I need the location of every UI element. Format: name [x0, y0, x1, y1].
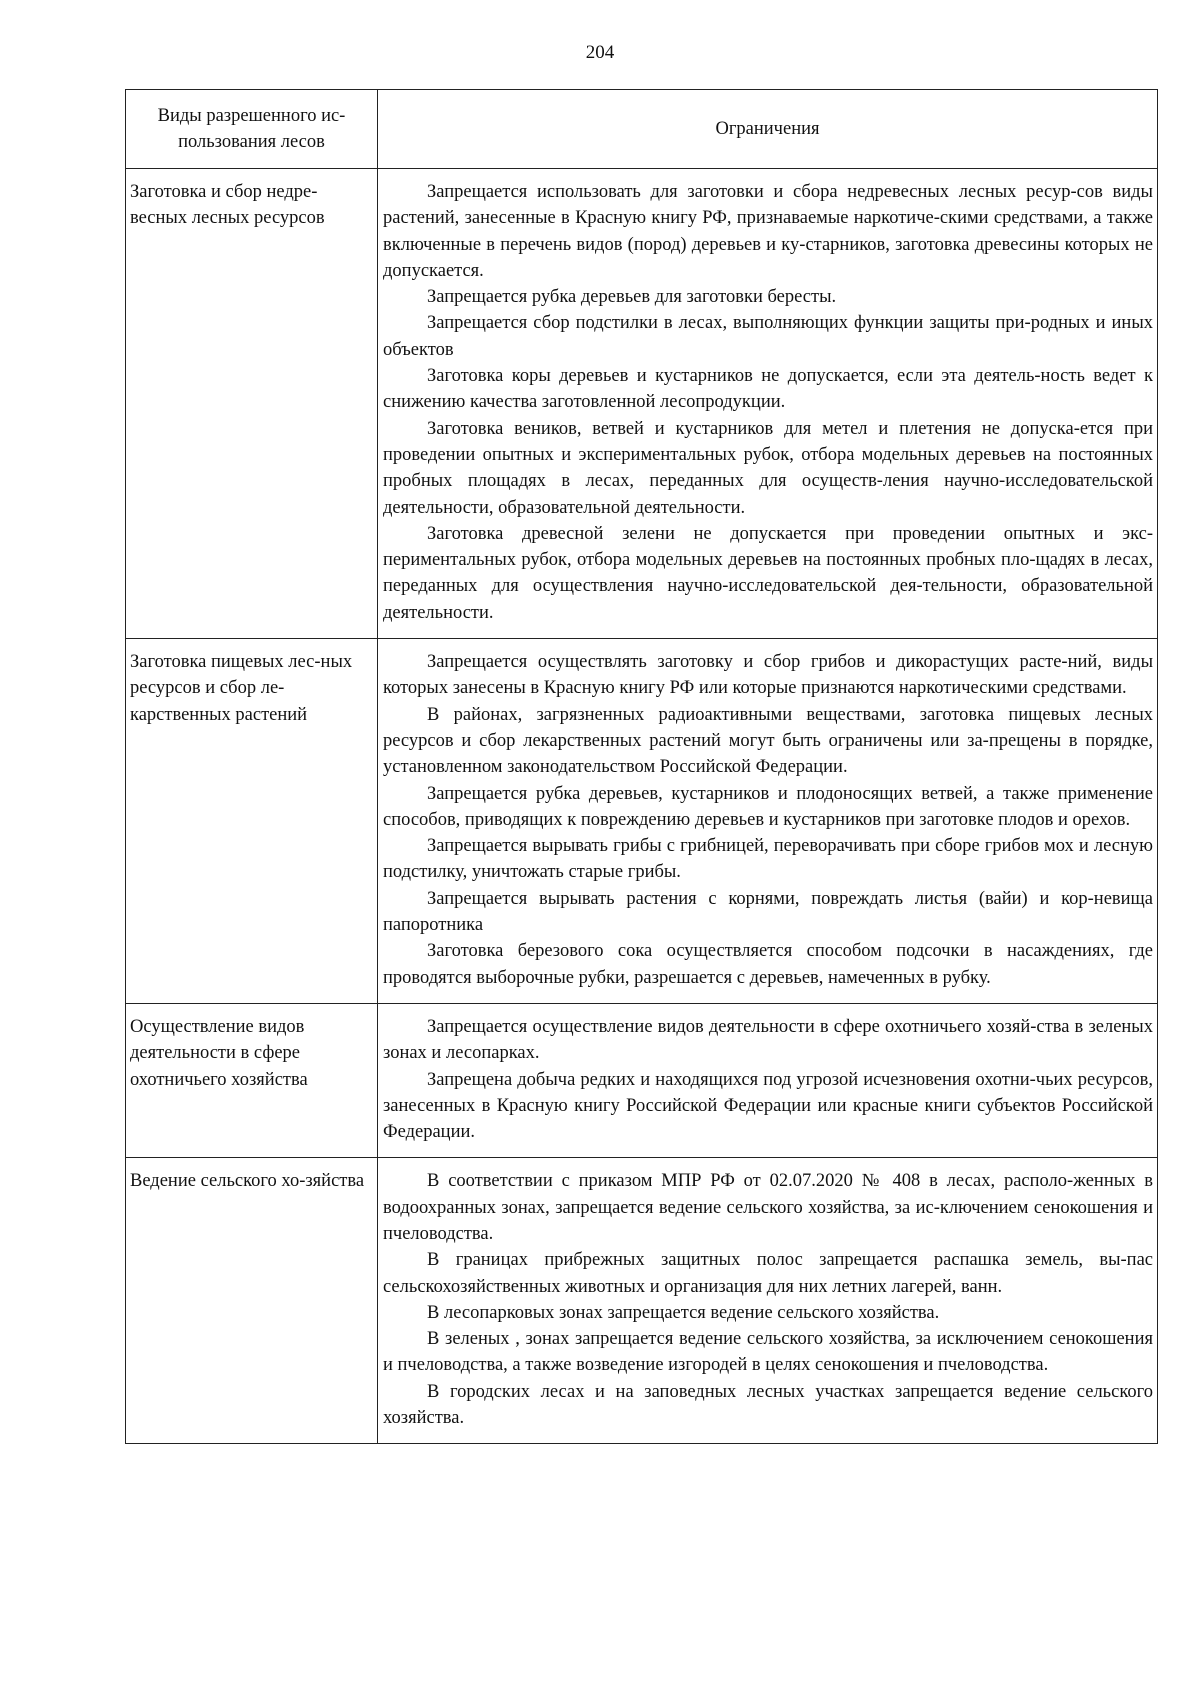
header-usage-type: Виды разрешенного ис-пользования лесов [126, 90, 378, 169]
restriction-paragraph: Запрещается рубка деревьев для заготовки бересты. [427, 287, 837, 308]
table-row [126, 639, 1158, 1004]
restriction-paragraph: Запрещается вырывать растения с корнями, повреждать листья (вайи) и кор-невища папоротника [383, 888, 1153, 936]
restriction-paragraph: В зеленых , зонах запрещается ведение сельского хозяйства, за исключением сенокошения и пчеловодства, а также возведение изгородей в целях сенокошения и пчеловодства. [383, 1329, 1153, 1376]
restrictions-cell [378, 1158, 1158, 1444]
header-restrictions: Ограничения [378, 90, 1158, 169]
restrictions-table [125, 89, 1158, 1444]
usage-type-cell: Заготовка пищевых лес-ных ресурсов и сбор ле-карственных растений [126, 639, 378, 1004]
restriction-paragraph: В городских лесах и на заповедных лесных участках запрещается ведение сельского хозяйства. [383, 1381, 1153, 1429]
table-header-row [126, 90, 1158, 169]
table-row [126, 1158, 1158, 1444]
restriction-paragraph: Запрещается использовать для заготовки и сбора недревесных лесных ресур-сов виды растений, занесенные в Красную книгу РФ, признаваемые наркотиче-скими средствами, а также включенные в перечень видов (пород) деревьев и ку-старников, заготовка древесины которых не допускается. [383, 182, 1153, 281]
restrictions-cell [378, 639, 1158, 1004]
restriction-paragraph: В соответствии с приказом МПР РФ от 02.07.2020 № 408 в лесах, располо-женных в водоохранных зонах, запрещается ведение сельского хозяйства, за ис-ключением сенокошения и пчеловодства. [383, 1171, 1153, 1244]
restriction-paragraph: Запрещается осуществление видов деятельности в сфере охотничьего хозяй-ства в зеленых зонах и лесопарках. [383, 1016, 1153, 1064]
usage-type-cell: Заготовка и сбор недре-весных лесных ресурсов [126, 169, 378, 639]
usage-type-cell: Ведение сельского хо-зяйства [126, 1158, 378, 1444]
restrictions-cell [378, 169, 1158, 639]
usage-type-cell: Осуществление видов деятельности в сфере охотничьего хозяйства [126, 1003, 378, 1157]
restriction-paragraph: Запрещена добыча редких и находящихся под угрозой исчезновения охотни-чьих ресурсов, занесенных в Красную книгу Российской Федерации или красные книги субъектов Российской Федерации. [383, 1069, 1153, 1143]
restriction-paragraph: Заготовка березового сока осуществляется способом подсочки в насаждениях, где проводятся выборочные рубки, разрешается с деревьев, намеченных в рубку. [383, 941, 1153, 988]
restriction-paragraph: Заготовка коры деревьев и кустарников не допускается, если эта деятель-ность ведет к снижению качества заготовленной лесопродукции. [383, 366, 1153, 413]
restriction-paragraph: Заготовка веников, ветвей и кустарников для метел и плетения не допуска-ется при проведении опытных и экспериментальных рубок, отбора модельных деревьев на постоянных пробных площадях в лесах, переданных для осуществ-ления научно-исследовательской деятельности, образовательной деятельности. [383, 418, 1153, 518]
table-row [126, 169, 1158, 639]
table-row [126, 1003, 1158, 1157]
restriction-paragraph: В районах, загрязненных радиоактивными веществами, заготовка пищевых лесных ресурсов и сбор лекарственных растений могут быть ограничены или за-прещены в порядке, установленном законодательством Российской Федерации. [383, 704, 1153, 778]
restrictions-cell [378, 1003, 1158, 1157]
page-number: 204 [585, 42, 615, 63]
restriction-paragraph: Запрещается рубка деревьев, кустарников и плодоносящих ветвей, а также применение способов, приводящих к повреждению деревьев и кустарников при заготовке плодов и орехов. [383, 783, 1153, 830]
restriction-paragraph: Заготовка древесной зелени не допускается при проведении опытных и экс-периментальных рубок, отбора модельных деревьев на постоянных пробных пло-щадях в лесах, переданных для осуществления научно-исследовательской дея-тельности, образовательной деятельности. [383, 523, 1153, 623]
restriction-paragraph: Запрещается вырывать грибы с грибницей, переворачивать при сборе грибов мох и лесную подстилку, уничтожать старые грибы. [383, 836, 1153, 883]
restriction-paragraph: Запрещается сбор подстилки в лесах, выполняющих функции защиты при-родных и иных объектов [383, 313, 1153, 360]
restriction-paragraph: В лесопарковых зонах запрещается ведение сельского хозяйства. [427, 1302, 940, 1323]
restriction-paragraph: В границах прибрежных защитных полос запрещается распашка земель, вы-пас сельскохозяйственных животных и организация для них летних лагерей, ванн. [383, 1250, 1153, 1297]
restriction-paragraph: Запрещается осуществлять заготовку и сбор грибов и дикорастущих расте-ний, виды которых занесены в Красную книгу РФ или которые признаются наркотическими средствами. [383, 652, 1153, 699]
